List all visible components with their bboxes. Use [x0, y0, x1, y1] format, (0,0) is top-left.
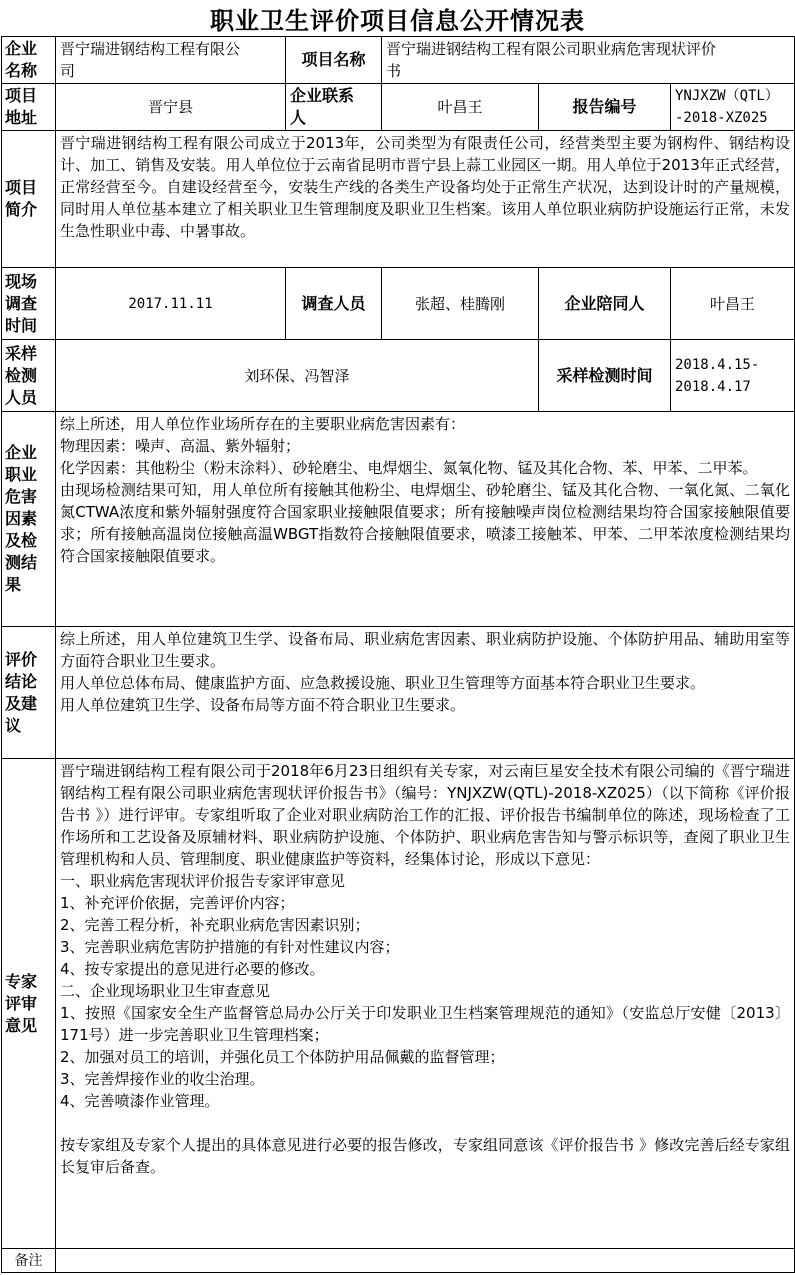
table-row [2, 131, 795, 268]
evaluation-label: 评价 结论 及建 议 [2, 627, 56, 759]
report-number-label: 报告编号 [539, 84, 671, 131]
survey-time-label: 现场 调查 时间 [2, 268, 56, 340]
table-row [2, 340, 795, 412]
expert-review-value: 晋宁瑞进钢结构工程有限公司于2018年6月23日组织有关专家，对云南巨星安全技术有限公司编的《晋宁瑞进钢结构工程有限公司职业病危害现状评价报告书》（编号：YNJXZW(QTL)-2018-XZ025）（以下简称《评价报告书 》）进行评审。专家组听取了企业对职业病防治工作的汇报、评价报告书编制单位的陈述，现场检查了工作场所和工艺设备及原辅材料、职业病防护设施、个体防护、职业病危害告知与警示标识等，查阅了职业卫生管理机构和人员、管理制度、职业健康监护等资料，经集体讨论，形成以下意见： 一、职业病危害现状评价报告专家评审意见 1、补充评价依据，完善评价内容； 2、完善工程分析，补充职业病危害因素识别； 3、完善职业病危害防护措施的有针对性建议内容； 4、按专家提出的意见进行必要的修改。 二、企业现场职业卫生审查意见 1、按照《国家安全生产监督管总局办公厅关于印发职业卫生档案管理规范的通知》（安监总厅安健〔2013〕171号）进一步完善职业卫生管理档案； 2、加强对员工的培训，并强化员工个体防护用品佩戴的监督管理； 3、完善焊接作业的收尘治理。 4、完善喷漆作业管理。 按专家组及专家个人提出的具体意见进行必要的报告修改，专家组同意该《评价报告书 》修改完善后经专家组长复审后备查。 [56, 759, 795, 1249]
page-title: 职业卫生评价项目信息公开情况表 [210, 6, 585, 35]
table-row [2, 412, 795, 627]
project-intro-label: 项目 简介 [2, 131, 56, 268]
contact-person-value: 叶昌王 [382, 84, 539, 131]
remarks-value [56, 1249, 795, 1273]
sampler-value: 刘环保、冯智泽 [56, 340, 539, 412]
contact-person-label: 企业联系 人 [286, 84, 382, 131]
escort-label: 企业陪同人 [539, 268, 671, 340]
project-name-value: 晋宁瑞进钢结构工程有限公司职业病危害现状评价 书 [382, 37, 795, 84]
survey-time-value: 2017.11.11 [56, 268, 286, 340]
project-intro-value: 晋宁瑞进钢结构工程有限公司成立于2013年，公司类型为有限责任公司，经营类型主要为钢构件、钢结构设计、加工、销售及安装。用人单位位于云南省昆明市晋宁县上蒜工业园区一期。用人单位于2013年正式经营，正常经营至今。自建设经营至今，安装生产线的各类生产设备均处于正常生产状况，达到设计时的产量规模，同时用人单位基本建立了相关职业卫生管理制度及职业卫生档案。该用人单位职业病防护设施运行正常，未发生急性职业中毒、中暑事故。 [56, 131, 795, 268]
expert-review-label: 专家 评审 意见 [2, 759, 56, 1249]
info-table [1, 36, 795, 1273]
hazard-result-label: 企业 职业 危害 因素 及检 测结 果 [2, 412, 56, 627]
hazard-result-value: 综上所述，用人单位作业场所存在的主要职业病危害因素有： 物理因素：噪声、高温、紫外辐射； 化学因素：其他粉尘（粉末涂料）、砂轮磨尘、电焊烟尘、氮氧化物、锰及其化合物、苯、甲苯、二甲苯。 由现场检测结果可知，用人单位所有接触其他粉尘、电焊烟尘、砂轮磨尘、锰及其化合物、一氧化氮、二氧化氮CTWA浓度和紫外辐射强度符合国家职业接触限值要求；所有接触噪声岗位检测结果均符合国家接触限值要求；所有接触高温岗位接触高温WBGT指数符合接触限值要求，喷漆工接触苯、甲苯、二甲苯浓度检测结果均符合国家接触限值要求。 [56, 412, 795, 627]
table-row [2, 1249, 795, 1273]
remarks-label: 备注 [2, 1249, 56, 1273]
investigator-value: 张超、桂腾刚 [382, 268, 539, 340]
project-name-label: 项目名称 [286, 37, 382, 84]
sampling-time-value: 2018.4.15- 2018.4.17 [671, 340, 795, 412]
company-name-label: 企业 名称 [2, 37, 56, 84]
investigator-label: 调查人员 [286, 268, 382, 340]
evaluation-value: 综上所述，用人单位建筑卫生学、设备布局、职业病危害因素、职业病防护设施、个体防护用品、辅助用室等方面符合职业卫生要求。 用人单位总体布局、健康监护方面、应急救援设施、职业卫生管理等方面基本符合职业卫生要求。 用人单位建筑卫生学、设备布局等方面不符合职业卫生要求。 [56, 627, 795, 759]
table-row [2, 37, 795, 84]
table-row [2, 627, 795, 759]
project-address-label: 项目 地址 [2, 84, 56, 131]
sampler-label: 采样 检测 人员 [2, 340, 56, 412]
table-row [2, 759, 795, 1249]
escort-value: 叶昌王 [671, 268, 795, 340]
report-number-value: YNJXZW（QTL） -2018-XZ025 [671, 84, 795, 131]
company-name-value: 晋宁瑞进钢结构工程有限公 司 [56, 37, 286, 84]
table-row [2, 84, 795, 131]
table-row [2, 268, 795, 340]
sampling-time-label: 采样检测时间 [539, 340, 671, 412]
project-address-value: 晋宁县 [56, 84, 286, 131]
